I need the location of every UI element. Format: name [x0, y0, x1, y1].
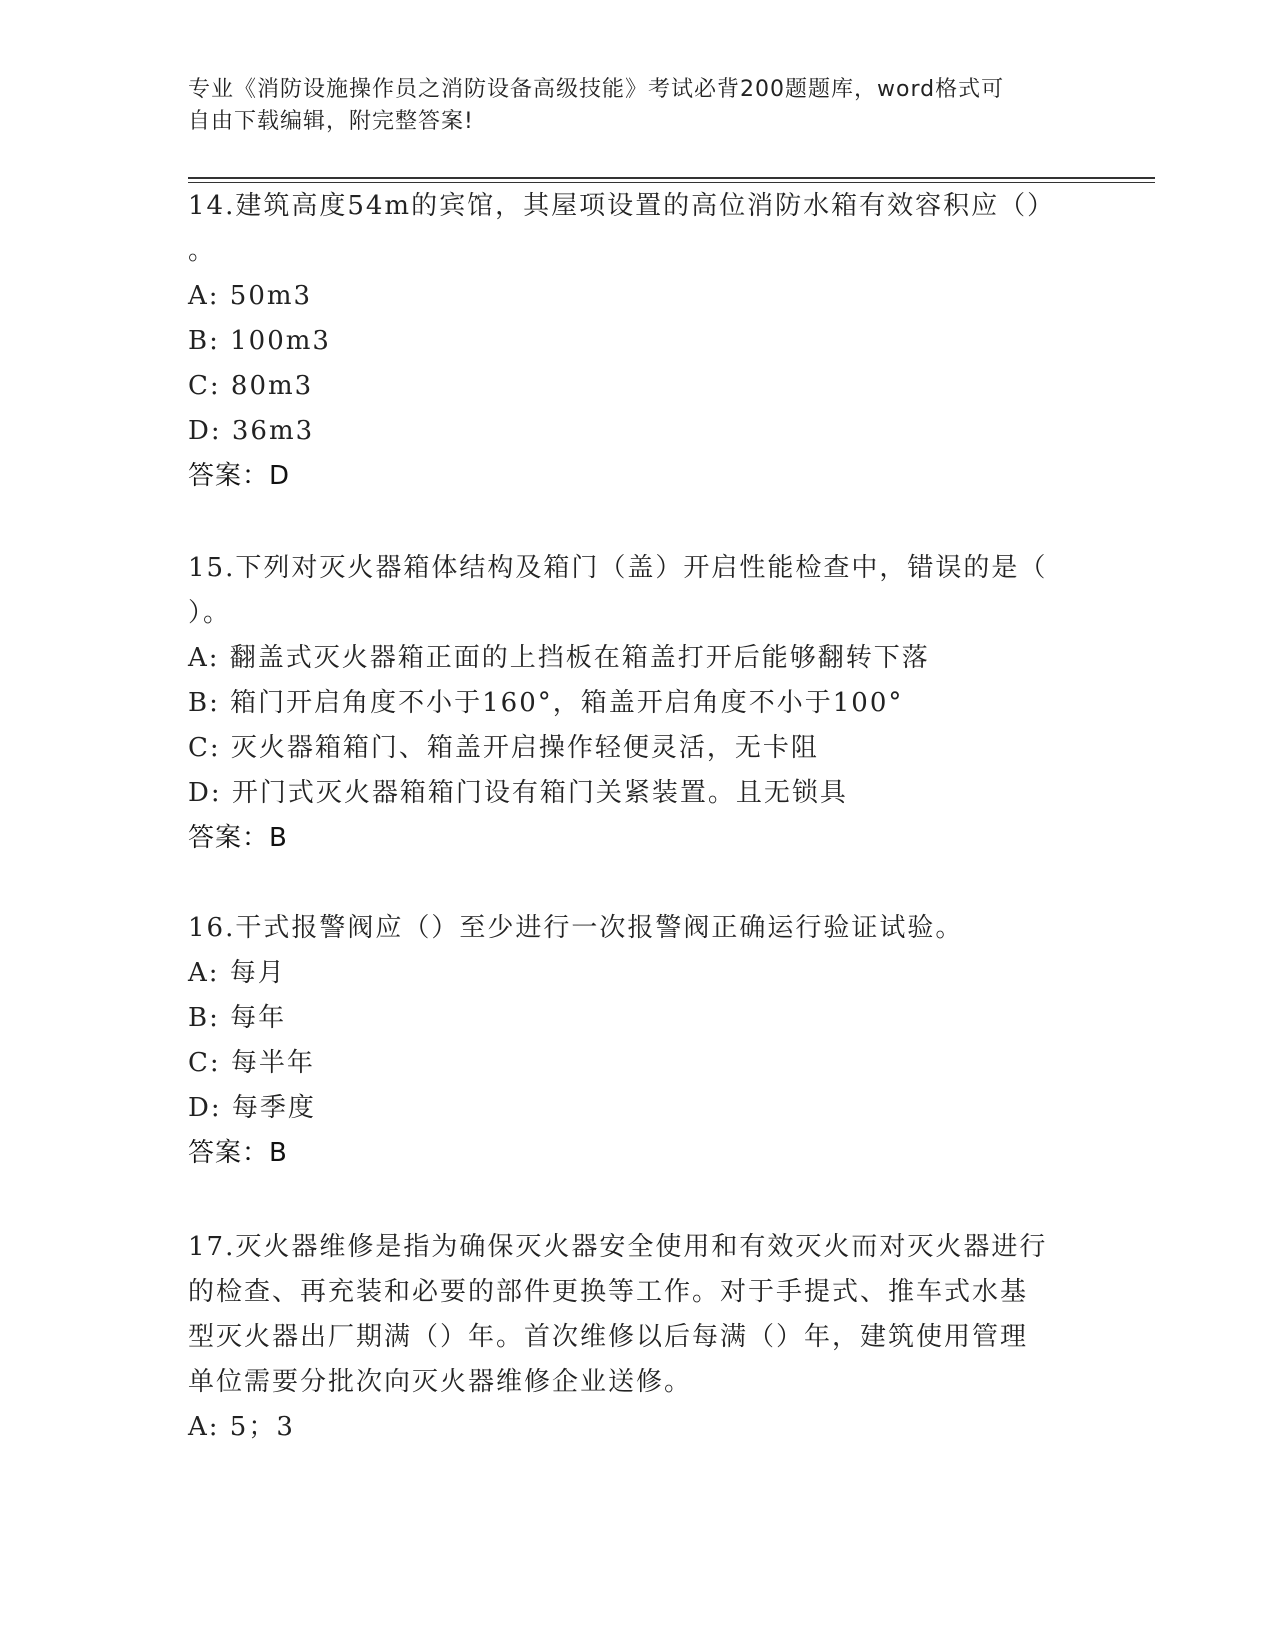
option-c: C: 每半年	[188, 1048, 315, 1078]
question-stem: 15.下列对灭火器箱体结构及箱门（盖）开启性能检查中，错误的是（	[188, 553, 1048, 583]
question-stem-continued: ）。	[188, 598, 232, 628]
option-b: B: 100m3	[188, 326, 331, 356]
document-header	[188, 74, 1068, 138]
header-line-2: 自由下载编辑，附完整答案!	[188, 109, 474, 134]
option-a: A: 5；3	[188, 1412, 295, 1442]
option-a: A: 50m3	[188, 281, 313, 311]
option-c: C: 灭火器箱箱门、箱盖开启操作轻便灵活，无卡阻	[188, 733, 819, 763]
question-stem: 14.建筑高度54m的宾馆，其屋项设置的高位消防水箱有效容积应（）	[188, 191, 1056, 221]
option-d: D: 开门式灭火器箱箱门设有箱门关紧装置。且无锁具	[188, 778, 848, 808]
question-stem-continued: 单位需要分批次向灭火器维修企业送修。	[188, 1367, 693, 1397]
option-b: B: 每年	[188, 1003, 287, 1033]
question-stem-continued: 型灭火器出厂期满（）年。首次维修以后每满（）年，建筑使用管理	[188, 1322, 1029, 1352]
option-a: A: 翻盖式灭火器箱正面的上挡板在箱盖打开后能够翻转下落	[188, 643, 930, 673]
answer: 答案：D	[188, 461, 291, 491]
header-divider-thin	[188, 182, 1155, 183]
option-d: D: 每季度	[188, 1093, 316, 1123]
question-stem-continued: 的检查、再充装和必要的部件更换等工作。对于手提式、推车式水基	[188, 1277, 1029, 1307]
question-stem: 16.干式报警阀应（）至少进行一次报警阀正确运行验证试验。	[188, 913, 964, 943]
header-line-1: 专业《消防设施操作员之消防设备高级技能》考试必背200题题库，word格式可	[188, 77, 1005, 102]
answer: 答案：B	[188, 823, 288, 853]
header-divider-thick	[188, 177, 1155, 179]
question-17	[188, 1225, 1078, 1450]
option-c: C: 80m3	[188, 371, 314, 401]
answer: 答案：B	[188, 1138, 288, 1168]
question-14	[188, 184, 1078, 499]
option-a: A: 每月	[188, 958, 286, 988]
question-stem-continued: 。	[188, 236, 217, 266]
question-16	[188, 906, 1078, 1176]
question-15	[188, 546, 1078, 861]
option-b: B: 箱门开启角度不小于160°，箱盖开启角度不小于100°	[188, 688, 904, 718]
question-stem: 17.灭火器维修是指为确保灭火器安全使用和有效灭火而对灭火器进行	[188, 1232, 1048, 1262]
option-d: D: 36m3	[188, 416, 315, 446]
